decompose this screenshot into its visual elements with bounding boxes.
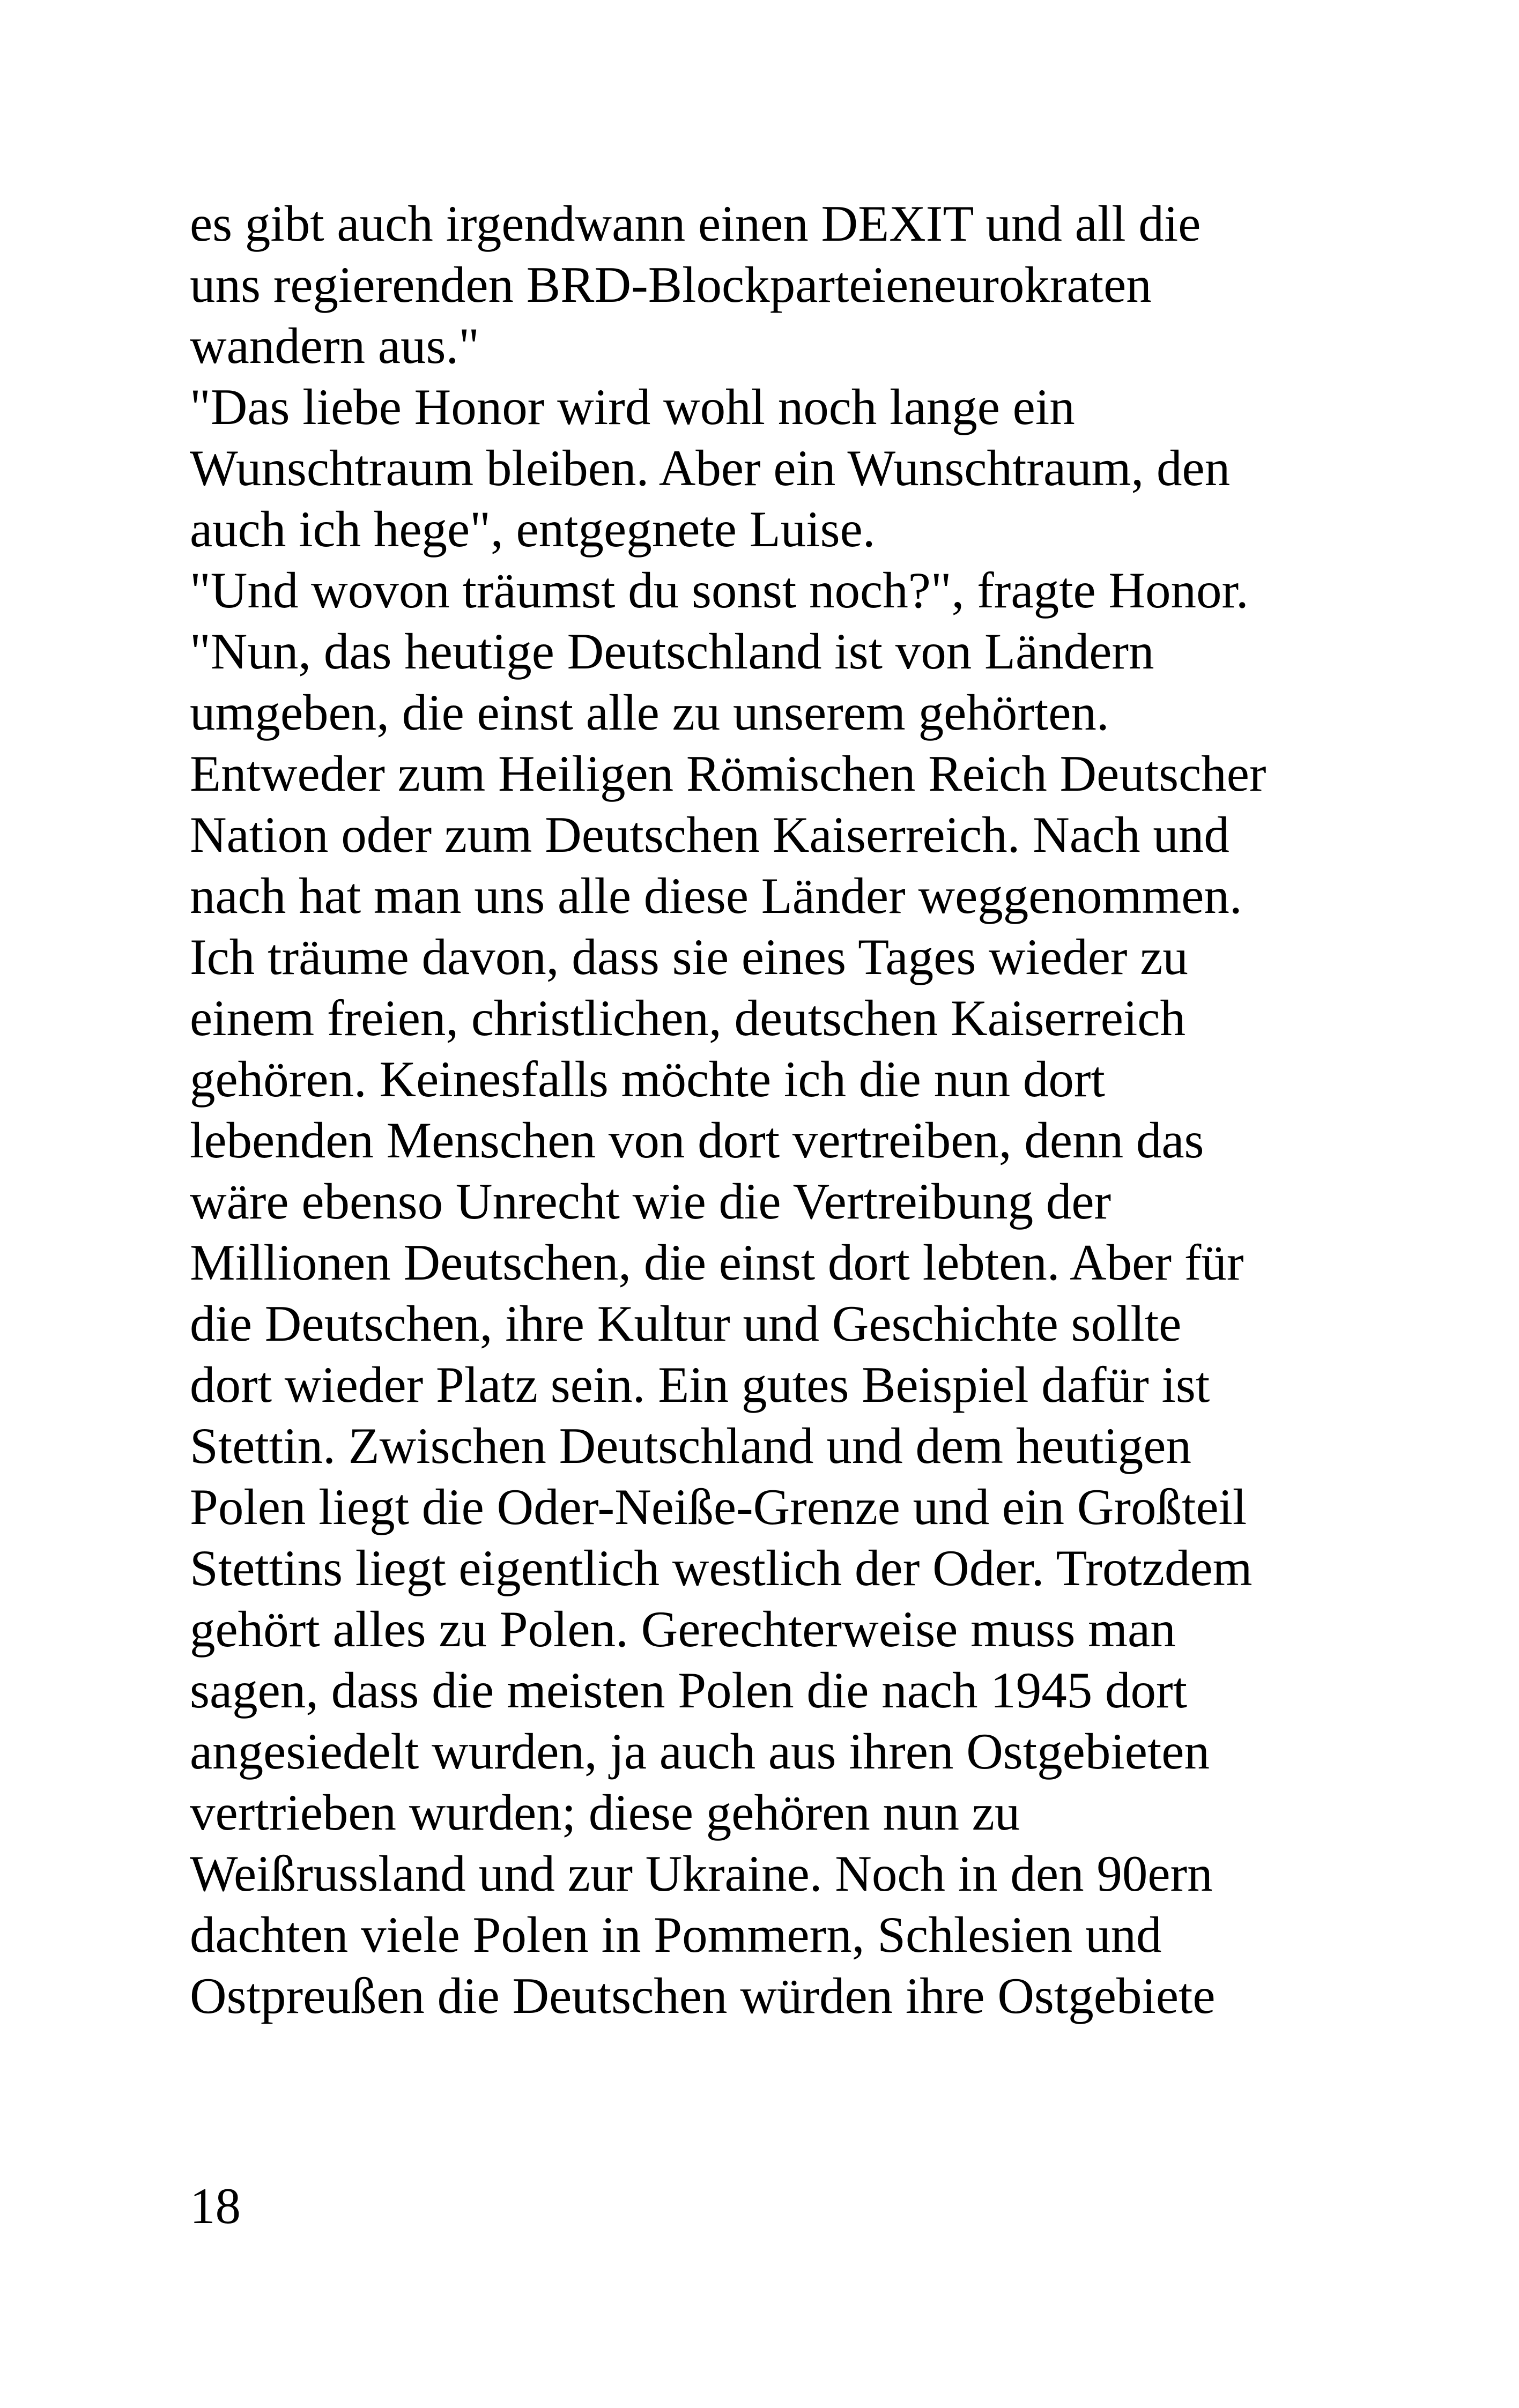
text-line: wäre ebenso Unrecht wie die Vertreibung der <box>190 1173 1112 1230</box>
text-line: einem freien, christlichen, deutschen Kaiserreich <box>190 990 1185 1046</box>
text-line: Polen liegt die Oder-Neiße-Grenze und ein Großteil <box>190 1478 1247 1535</box>
text-line: dachten viele Polen in Pommern, Schlesien und <box>190 1906 1162 1963</box>
text-line: dort wieder Platz sein. Ein gutes Beispiel dafür ist <box>190 1356 1210 1413</box>
text-line: die Deutschen, ihre Kultur und Geschichte sollte <box>190 1295 1182 1352</box>
text-line: lebenden Menschen von dort vertreiben, denn das <box>190 1112 1204 1169</box>
text-line: Nation oder zum Deutschen Kaiserreich. Nach und <box>190 806 1229 863</box>
text-line: Entweder zum Heiligen Römischen Reich Deutscher <box>190 745 1266 802</box>
text-line: wandern aus." <box>190 317 479 374</box>
text-line: uns regierenden BRD-Blockparteieneurokraten <box>190 256 1152 313</box>
text-line: sagen, dass die meisten Polen die nach 1945 dort <box>190 1662 1188 1719</box>
text-line: gehören. Keinesfalls möchte ich die nun dort <box>190 1051 1105 1108</box>
text-line: Ich träume davon, dass sie eines Tages wieder zu <box>190 928 1188 985</box>
text-line: vertrieben wurden; diese gehören nun zu <box>190 1784 1020 1841</box>
text-line: Millionen Deutschen, die einst dort lebten. Aber für <box>190 1234 1244 1291</box>
text-line: "Das liebe Honor wird wohl noch lange ein <box>190 378 1075 435</box>
body-text <box>190 193 1423 2026</box>
text-line: "Und wovon träumst du sonst noch?", fragte Honor. <box>190 562 1249 619</box>
text-line: umgeben, die einst alle zu unserem gehörten. <box>190 684 1109 741</box>
text-line: Stettins liegt eigentlich westlich der Oder. Trotzdem <box>190 1540 1253 1596</box>
text-line: Weißrussland und zur Ukraine. Noch in den 90ern <box>190 1845 1213 1902</box>
text-line: Stettin. Zwischen Deutschland und dem heutigen <box>190 1417 1191 1474</box>
text-line: Wunschtraum bleiben. Aber ein Wunschtraum, den <box>190 440 1231 496</box>
text-line: angesiedelt wurden, ja auch aus ihren Ostgebieten <box>190 1723 1210 1780</box>
text-line: auch ich hege", entgegnete Luise. <box>190 501 876 558</box>
text-line: "Nun, das heutige Deutschland ist von Ländern <box>190 623 1154 680</box>
text-line: es gibt auch irgendwann einen DEXIT und all die <box>190 195 1201 252</box>
text-line: Ostpreußen die Deutschen würden ihre Ostgebiete <box>190 1967 1216 2024</box>
text-line: gehört alles zu Polen. Gerechterweise muss man <box>190 1601 1176 1658</box>
text-line: nach hat man uns alle diese Länder weggenommen. <box>190 867 1242 924</box>
page-number: 18 <box>190 2177 241 2234</box>
